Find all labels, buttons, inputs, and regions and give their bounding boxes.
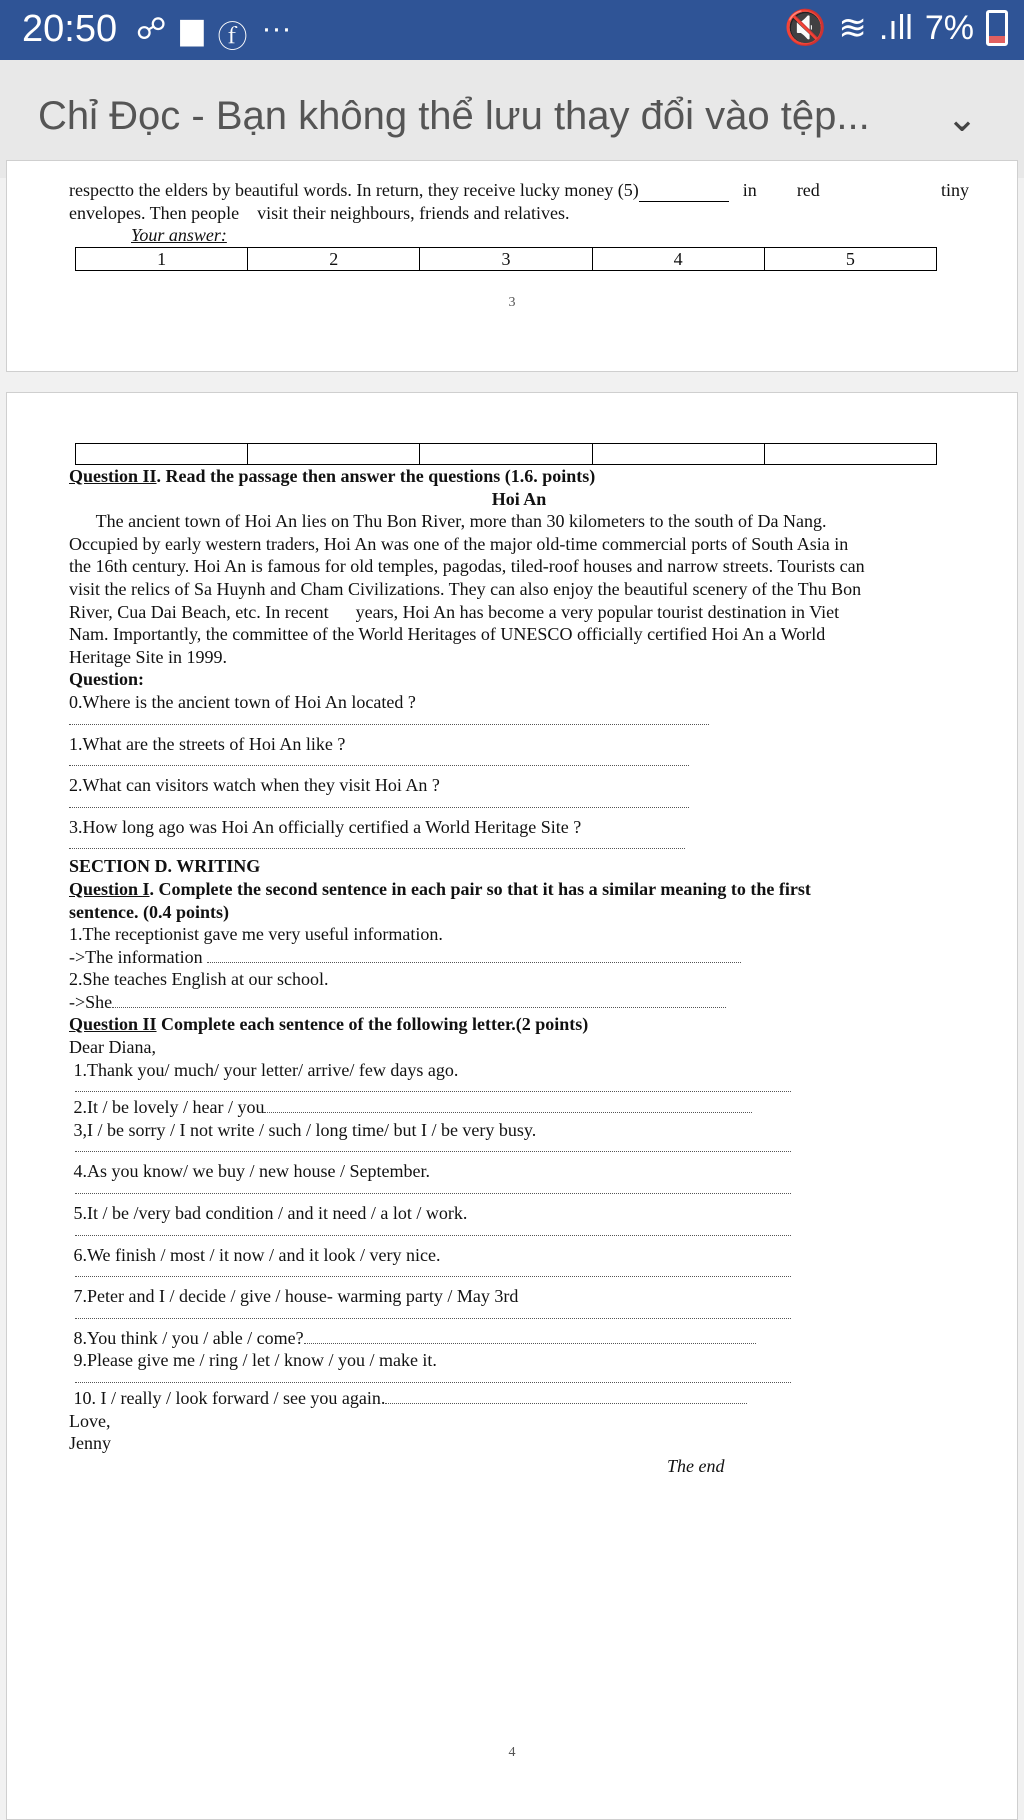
battery-percent: 7% bbox=[924, 8, 974, 47]
letter-item: 3,I / be sorry / I not write / such / long time/ but I / be very busy. bbox=[69, 1119, 537, 1140]
the-end-label: The end bbox=[667, 1455, 725, 1476]
letter-item: 8.You think / you / able / come? bbox=[69, 1327, 969, 1350]
letter-item: 4.As you know/ we buy / new house / September. bbox=[69, 1161, 430, 1182]
mute-icon: 🔇 bbox=[784, 9, 827, 47]
passage-line: Occupied by early western traders, Hoi An was one of the major old-time commercial ports of South Asia in bbox=[69, 533, 849, 554]
question-label: Question: bbox=[69, 669, 145, 690]
link-icon: ☍ bbox=[136, 13, 167, 46]
facebook-icon: ⓕ bbox=[217, 21, 248, 54]
page-number: 3 bbox=[508, 295, 516, 310]
answer-line bbox=[75, 1266, 791, 1277]
read-only-message: Chỉ Đọc - Bạn không thể lưu thay đổi vào tệp... bbox=[38, 94, 870, 138]
page3-line1: respectto the elders by beautiful words. In return, they receive lucky money (5) in red tiny bbox=[69, 180, 969, 200]
chevron-down-icon[interactable]: ⌄ bbox=[946, 98, 978, 140]
answer-line bbox=[69, 838, 685, 849]
answer-header: 3 bbox=[420, 247, 592, 271]
letter-item: 7.Peter and I / decide / give / house- warming party / May 3rd bbox=[69, 1286, 519, 1307]
status-time: 20:50 bbox=[22, 8, 118, 50]
answer-line bbox=[75, 1308, 791, 1319]
message-icon: ▆ bbox=[180, 13, 204, 46]
status-bar bbox=[0, 0, 1024, 60]
signal-icon: .ıll bbox=[878, 8, 913, 47]
letter-item: 10. I / really / look forward / see you again. bbox=[69, 1387, 969, 1410]
writing-question-1-heading: Question I . Complete the second sentence in each pair so that it has a similar meaning to the first bbox=[69, 878, 811, 899]
answer-header: 4 bbox=[592, 247, 764, 271]
answer-line bbox=[69, 714, 709, 725]
writing-item: ->The information bbox=[69, 946, 969, 969]
answer-line bbox=[75, 1225, 791, 1236]
answer-header: 2 bbox=[248, 247, 420, 271]
writing-question-1-heading-cont: sentence. (0.4 points) bbox=[69, 901, 229, 922]
answer-line bbox=[75, 1141, 791, 1152]
more-icon: ··· bbox=[261, 12, 292, 45]
document-page-3[interactable] bbox=[6, 160, 1018, 372]
battery-icon bbox=[986, 10, 1008, 46]
page3-line2: envelopes. Then people visit their neighbours, friends and relatives. bbox=[69, 202, 570, 223]
passage-line: visit the relics of Sa Huynh and Cham Civilizations. They can also enjoy the beautiful scenery of the Thu Bon bbox=[69, 578, 862, 599]
passage-title: Hoi An bbox=[491, 488, 547, 509]
writing-question-2-heading: Question II Complete each sentence of the following letter.(2 points) bbox=[69, 1014, 589, 1035]
answer-header: 5 bbox=[764, 247, 936, 271]
answer-table-empty-row bbox=[75, 443, 937, 465]
reading-question: 2.What can visitors watch when they visit Hoi An ? bbox=[69, 775, 440, 796]
answer-line bbox=[75, 1081, 791, 1092]
passage-line: Heritage Site in 1999. bbox=[69, 646, 227, 667]
answer-line bbox=[75, 1183, 791, 1194]
answer-line bbox=[69, 755, 689, 766]
writing-item: 2.She teaches English at our school. bbox=[69, 969, 329, 990]
reading-question: 3.How long ago was Hoi An officially certified a World Heritage Site ? bbox=[69, 816, 582, 837]
letter-item: 5.It / be /very bad condition / and it need / a lot / work. bbox=[69, 1203, 468, 1224]
page-number: 4 bbox=[508, 1745, 516, 1760]
section-d-heading: SECTION D. WRITING bbox=[69, 856, 261, 877]
writing-item: ->She bbox=[69, 991, 969, 1014]
answer-line bbox=[75, 1372, 791, 1383]
letter-item: 9.Please give me / ring / let / know / you / make it. bbox=[69, 1350, 437, 1371]
answer-header: 1 bbox=[76, 247, 248, 271]
reading-question: 1.What are the streets of Hoi An like ? bbox=[69, 733, 346, 754]
letter-item: 2.It / be lovely / hear / you bbox=[69, 1096, 969, 1119]
passage-line: The ancient town of Hoi An lies on Thu Bon River, more than 30 kilometers to the south of Da Nang. bbox=[69, 511, 827, 532]
letter-signature: Jenny bbox=[69, 1433, 111, 1454]
reading-question: 0.Where is the ancient town of Hoi An located ? bbox=[69, 691, 416, 712]
letter-closing: Love, bbox=[69, 1410, 111, 1431]
passage-line: Nam. Importantly, the committee of the World Heritages of UNESCO officially certified Hoi An a World bbox=[69, 624, 826, 645]
passage-line: River, Cua Dai Beach, etc. In recent years, Hoi An has become a very popular tourist destination in Viet bbox=[69, 601, 840, 622]
wifi-icon: ≋ bbox=[838, 9, 867, 47]
writing-item: 1.The receptionist gave me very useful information. bbox=[69, 924, 443, 945]
answer-table bbox=[75, 247, 937, 272]
reading-question-heading: Question II. Read the passage then answer the questions (1.6. points) bbox=[69, 466, 596, 486]
document-page-4[interactable] bbox=[6, 392, 1018, 1820]
your-answer-label: Your answer: bbox=[131, 225, 227, 246]
passage-line: the 16th century. Hoi An is famous for old temples, pagodas, tiled-roof houses and narrow streets. Tourists can bbox=[69, 556, 865, 577]
letter-salutation: Dear Diana, bbox=[69, 1037, 156, 1058]
letter-item: 1.Thank you/ much/ your letter/ arrive/ few days ago. bbox=[69, 1059, 459, 1080]
letter-item: 6.We finish / most / it now / and it look / very nice. bbox=[69, 1244, 441, 1265]
answer-line bbox=[69, 797, 689, 808]
